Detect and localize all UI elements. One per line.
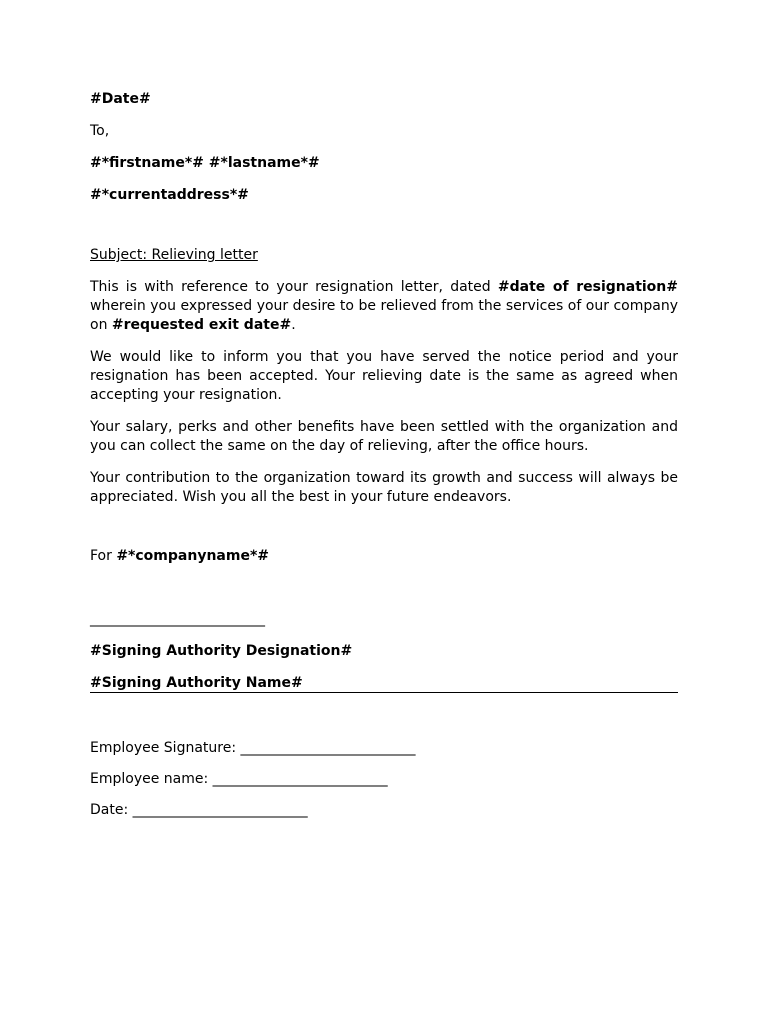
employee-name-line: Employee name: _________________________ xyxy=(90,771,388,787)
date-line: Date: _________________________ xyxy=(90,802,308,818)
paragraph-3: Your salary, perks and other benefits have been settled with the organization and you can collect the same on the day of relieving, after the office hours. xyxy=(90,419,678,454)
employee-acknowledgement xyxy=(90,739,678,819)
for-company-line xyxy=(90,547,678,565)
signature-blank: _________________________ xyxy=(90,611,265,627)
employee-signature-line: Employee Signature: _________________________ xyxy=(90,740,416,756)
paragraph-2: We would like to inform you that you have served the notice period and your resignation has been accepted. Your relieving date is the same as agreed when accepting your resignation. xyxy=(90,349,678,403)
resignation-date-placeholder: #date of resignation# xyxy=(497,279,678,295)
subject-line xyxy=(90,246,678,264)
letter-date: #Date# xyxy=(90,91,151,107)
to-label: To, xyxy=(90,123,110,139)
exit-date-placeholder: #requested exit date# xyxy=(111,317,292,333)
signing-authority-name: #Signing Authority Name# xyxy=(90,674,678,693)
for-label: For xyxy=(90,548,117,564)
p1-text-a: This is with reference to your resignation letter, dated xyxy=(90,279,498,295)
paragraph-1 xyxy=(90,278,678,335)
subject-text: Subject: Relieving letter xyxy=(90,247,258,263)
paragraph-4: Your contribution to the organization toward its growth and success will always be appreciated. Wish you all the best in your future endeavors. xyxy=(90,470,678,505)
company-name: #*companyname*# xyxy=(116,548,269,564)
recipient-name: #*firstname*# #*lastname*# xyxy=(90,155,320,171)
p1-text-c: wherein you expressed your desire to be relieved from the services of our company on xyxy=(90,298,678,333)
signing-authority-designation: #Signing Authority Designation# xyxy=(90,643,353,659)
letter-body xyxy=(90,90,678,832)
p1-text-e: . xyxy=(291,317,296,333)
recipient-address: #*currentaddress*# xyxy=(90,187,249,203)
